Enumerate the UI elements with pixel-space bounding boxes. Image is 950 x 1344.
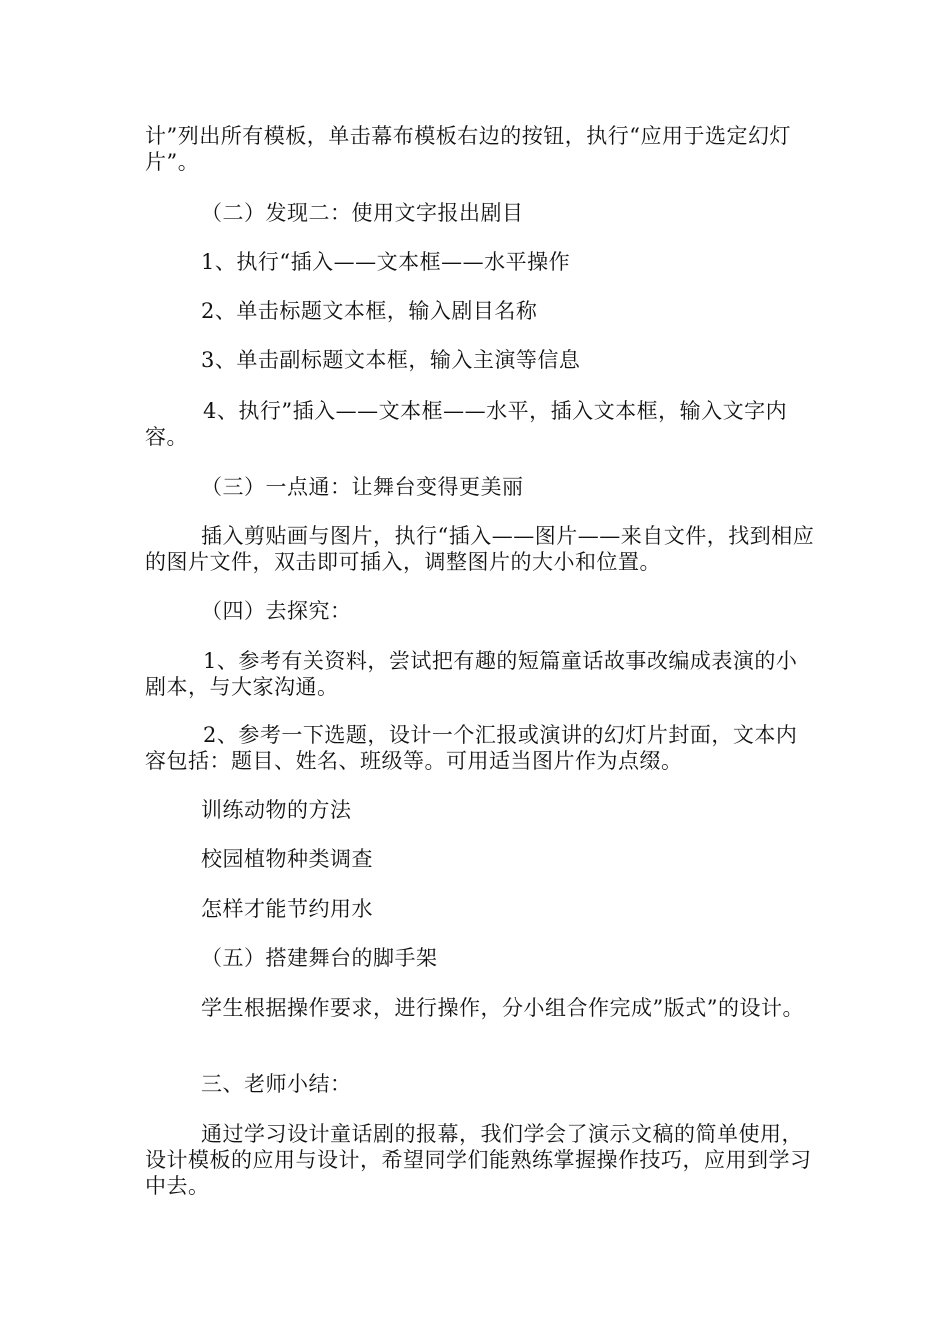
explore-item-2: 2、参考一下选题，设计一个汇报或演讲的幻灯片封面，文本内容包括：题目、姓名、班级等。可用适当图片作为点缀。 <box>145 723 798 773</box>
section-heading-2: （二）发现二：使用文字报出剧目 <box>201 201 524 225</box>
step-item-3: 3、单击副标题文本框，输入主演等信息 <box>201 348 581 372</box>
paragraph-layout-design: 学生根据操作要求，进行操作，分小组合作完成”版式”的设计。 <box>201 996 804 1020</box>
section-heading-5: （五）搭建舞台的脚手架 <box>201 946 438 970</box>
section-heading-3: （三）一点通：让舞台变得更美丽 <box>201 475 524 499</box>
step-item-2: 2、单击标题文本框，输入剧目名称 <box>201 299 538 323</box>
paragraph-continuation: 计”列出所有模板，单击幕布模板右边的按钮，执行“应用于选定幻灯片”。 <box>145 124 791 174</box>
paragraph-insert-image: 插入剪贴画与图片，执行“插入——图片——来自文件，找到相应的图片文件，双击即可插入，调整图片的大小和位置。 <box>145 524 815 574</box>
explore-item-1: 1、参考有关资料，尝试把有趣的短篇童话故事改编成表演的小剧本，与大家沟通。 <box>145 649 798 699</box>
section-heading-summary: 三、老师小结： <box>201 1072 352 1096</box>
topic-item-1: 训练动物的方法 <box>201 798 352 822</box>
paragraph-summary: 通过学习设计童话剧的报幕，我们学会了演示文稿的简单使用，设计模板的应用与设计，希望同学们能熟练掌握操作技巧，应用到学习中去。 <box>145 1122 812 1198</box>
section-heading-4: （四）去探究： <box>201 599 352 623</box>
step-item-4: 4、执行”插入——文本框——水平，插入文本框，输入文字内容。 <box>145 399 788 449</box>
step-item-1: 1、执行“插入——文本框——水平操作 <box>201 250 571 274</box>
topic-item-2: 校园植物种类调查 <box>201 847 373 871</box>
topic-item-3: 怎样才能节约用水 <box>201 897 373 921</box>
